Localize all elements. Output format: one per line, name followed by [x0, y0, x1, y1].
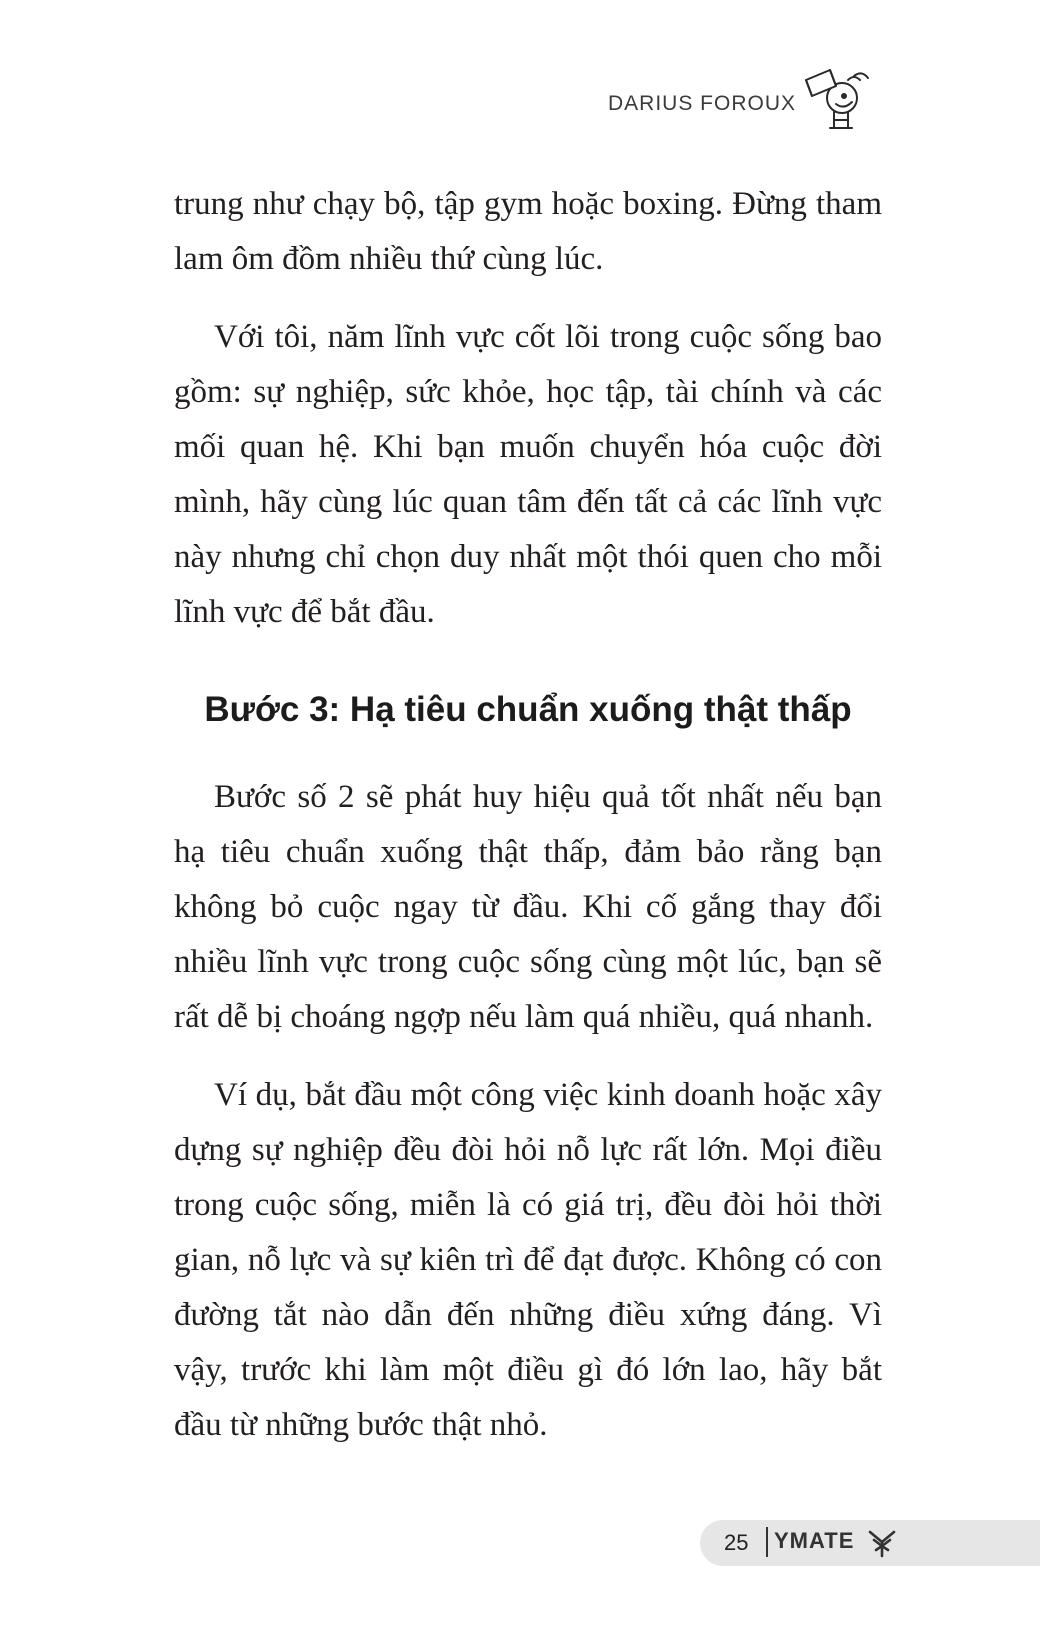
paragraph-4: Ví dụ, bắt đầu một công việc kinh doanh hoặc xây dựng sự nghiệp đều đòi hỏi nỗ lực rất lớn. Mọi điều trong cuộc sống, miễn là có giá trị, đều đòi hỏi thời gian, nỗ lực và sự kiên trì để đạt được. Không có con đường tắt nào dẫn đến những điều xứng đáng. Vì vậy, trước khi làm một điều gì đó lớn lao, hãy bắt đầu từ những bước thật nhỏ. [174, 1077, 882, 1443]
person-with-telescope-icon [800, 62, 884, 146]
section-heading: Bước 3: Hạ tiêu chuẩn xuống thật thấp [204, 690, 852, 729]
header-author: DARIUS FOROUX [608, 92, 797, 115]
publisher-brand: YMATE [774, 1528, 855, 1553]
paragraph-3: Bước số 2 sẽ phát huy hiệu quả tốt nhất nếu bạn hạ tiêu chuẩn xuống thật thấp, đảm bảo rằng bạn không bỏ cuộc ngay từ đầu. Khi cố gắng thay đổi nhiều lĩnh vực trong cuộc sống cùng một lúc, bạn sẽ rất dễ bị choáng ngợp nếu làm quá nhiều, quá nhanh. [174, 779, 882, 1035]
footer-divider [766, 1527, 768, 1557]
ymate-logo-icon [866, 1526, 898, 1558]
page-number: 25 [724, 1530, 749, 1555]
paragraph-1: trung như chạy bộ, tập gym hoặc boxing. Đừng tham lam ôm đồm nhiều thứ cùng lúc. [174, 186, 882, 277]
paragraph-2: Với tôi, năm lĩnh vực cốt lõi trong cuộc sống bao gồm: sự nghiệp, sức khỏe, học tập, tài chính và các mối quan hệ. Khi bạn muốn chuyển hóa cuộc đời mình, hãy cùng lúc quan tâm đến tất cả các lĩnh vực này nhưng chỉ chọn duy nhất một thói quen cho mỗi lĩnh vực để bắt đầu. [174, 319, 882, 630]
